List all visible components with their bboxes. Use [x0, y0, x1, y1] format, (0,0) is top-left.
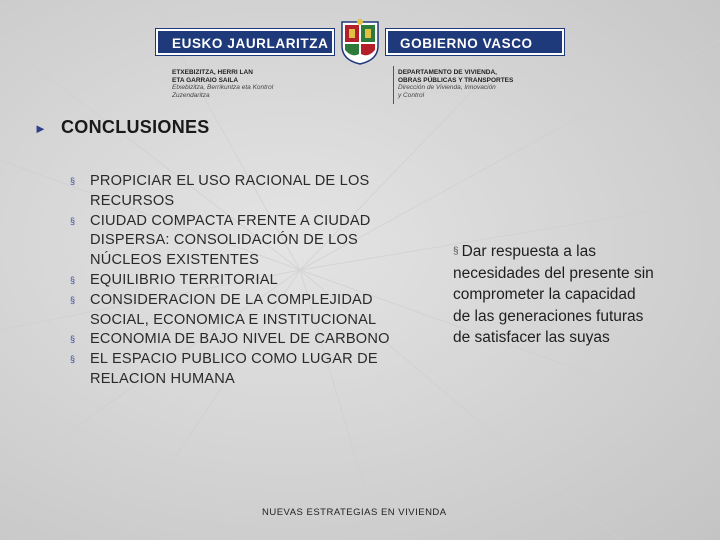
bullet-text: DISPERSA: CONSOLIDACIÓN DE LOS [90, 232, 358, 249]
coat-of-arms-icon [338, 18, 382, 66]
government-logo [154, 26, 566, 58]
square-bullet-icon: § [70, 334, 76, 345]
note-line: de satisfacer las suyas [453, 329, 610, 346]
note-line: necesidades del presente sin [453, 264, 654, 282]
dept-right-sub1: Dirección de Vivienda, Innovación [398, 84, 496, 92]
square-bullet-icon: § [70, 176, 76, 186]
dept-left-line2: ETA GARRAIO SAILA [172, 76, 239, 84]
square-bullet-icon: § [70, 294, 76, 305]
bullet-text: CIUDAD COMPACTA FRENTE A CIUDAD [90, 212, 371, 229]
list-item [70, 271, 440, 291]
bullet-text: NÚCLEOS EXISTENTES [90, 252, 260, 269]
arrow-right-icon: ► [34, 121, 47, 136]
header-divider [393, 66, 394, 104]
square-bullet-icon: § [70, 274, 76, 285]
conclusions-list [70, 172, 440, 390]
bullet-text: PROPICIAR EL USO RACIONAL DE LOS [90, 173, 370, 189]
bullet-text: EQUILIBRIO TERRITORIAL [90, 271, 278, 288]
logo-basque-name: EUSKO JAURLARITZA [156, 29, 334, 55]
dept-left-sub2: Zuzendaritza [172, 91, 210, 99]
dept-left-sub1: Etxebizitza, Berrikuntza eta Kontrol [172, 84, 274, 92]
bullet-text: CONSIDERACION DE LA COMPLEJIDAD [90, 291, 373, 308]
department-spanish [398, 69, 558, 99]
footer-text: NUEVAS ESTRATEGIAS EN VIVIENDA [262, 507, 447, 518]
list-item [70, 212, 440, 271]
bullet-text: SOCIAL, ECONOMICA E INSTITUCIONAL [90, 311, 377, 328]
square-bullet-icon: § [453, 246, 459, 257]
note-line: Dar respuesta a las [461, 243, 596, 260]
dept-left-line1: ETXEBIZITZA, HERRI LAN [172, 69, 253, 76]
logo-spanish-name: GOBIERNO VASCO [386, 29, 564, 55]
dept-right-line2: OBRAS PÚBLICAS Y TRANSPORTES [398, 76, 514, 84]
bullet-text: EL ESPACIO PUBLICO COMO LUGAR DE [90, 351, 378, 368]
bullet-text: ECONOMIA DE BAJO NIVEL DE CARBONO [90, 331, 390, 348]
square-bullet-icon: § [70, 215, 76, 226]
note-line: de las generaciones futuras [453, 307, 644, 325]
dept-right-line1: DEPARTAMENTO DE VIVIENDA, [398, 69, 497, 76]
dept-right-sub2: y Control [398, 91, 425, 99]
square-bullet-icon: § [70, 354, 76, 365]
list-item [70, 291, 440, 331]
note-line: comprometer la capacidad [453, 286, 636, 303]
slide-title: CONCLUSIONES [61, 117, 210, 137]
department-basque [172, 69, 312, 99]
bullet-text: RECURSOS [90, 192, 175, 209]
list-item [70, 330, 440, 350]
sustainability-note [453, 241, 703, 349]
list-item [70, 172, 440, 212]
bullet-text: RELACION HUMANA [90, 370, 235, 387]
list-item [70, 350, 440, 390]
